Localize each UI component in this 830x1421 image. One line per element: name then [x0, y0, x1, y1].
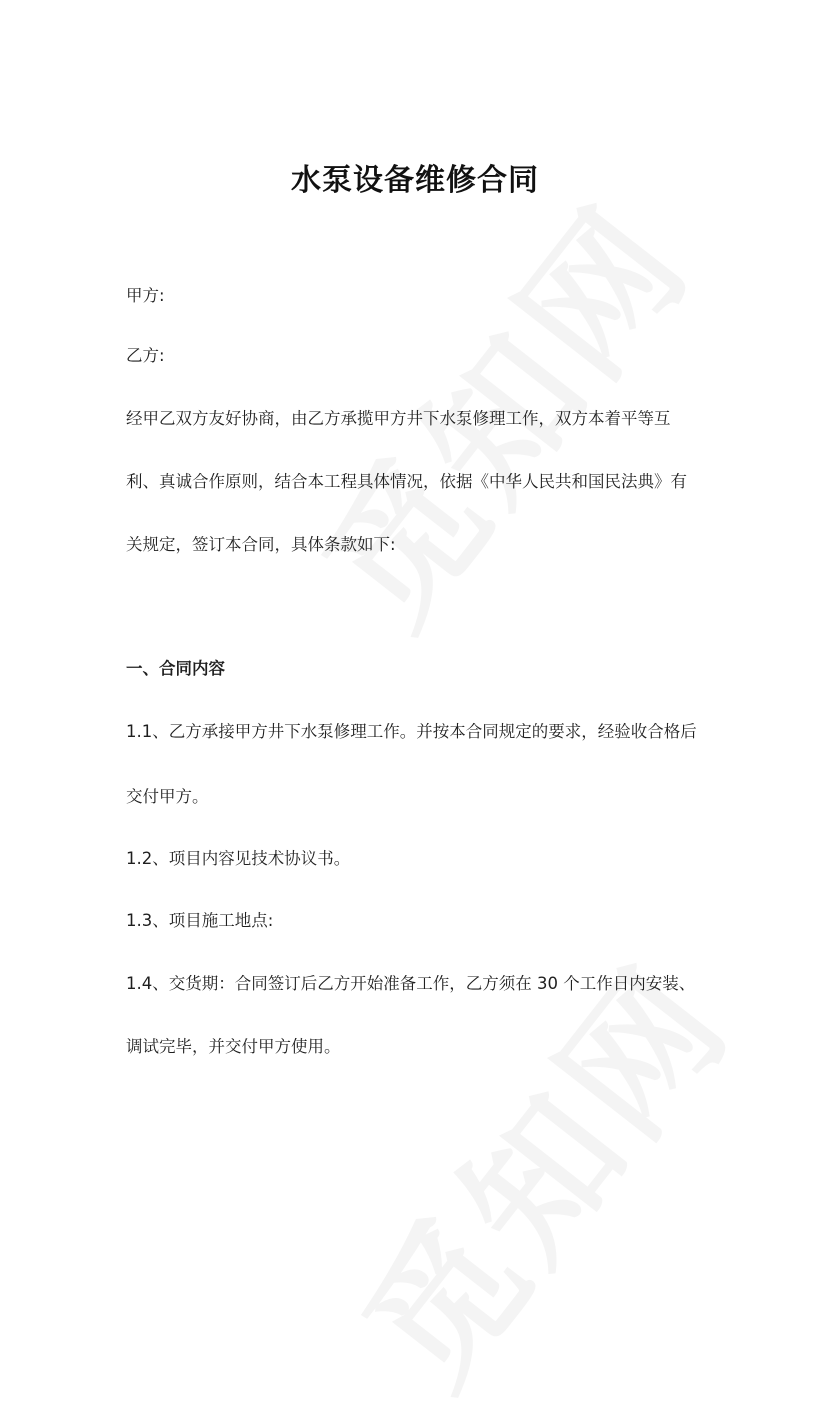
page-title: 水泵设备维修合同 [291, 163, 539, 198]
section-heading: 一、合同内容 [126, 659, 225, 678]
intro-line: 利、真诚合作原则，结合本工程具体情况，依据《中华人民共和国民法典》有 [126, 472, 687, 491]
intro-line: 关规定，签订本合同，具体条款如下: [126, 535, 396, 554]
intro-line: 经甲乙双方友好协商，由乙方承揽甲方井下水泵修理工作，双方本着平等互 [126, 409, 671, 428]
clause-line: 1.2、项目内容见技术协议书。 [126, 849, 351, 868]
clause-line: 调试完毕，并交付甲方使用。 [126, 1037, 341, 1056]
clause-line: 1.3、项目施工地点: [126, 911, 274, 930]
clause-line: 1.1、乙方承接甲方井下水泵修理工作。并按本合同规定的要求，经验收合格后 [126, 722, 697, 741]
party-b-label: 乙方: [126, 346, 165, 365]
party-a-label: 甲方: [126, 286, 165, 305]
clause-line: 交付甲方。 [126, 787, 209, 806]
clause-line: 1.4、交货期：合同签订后乙方开始准备工作，乙方须在 30 个工作日内安装、 [126, 974, 696, 993]
